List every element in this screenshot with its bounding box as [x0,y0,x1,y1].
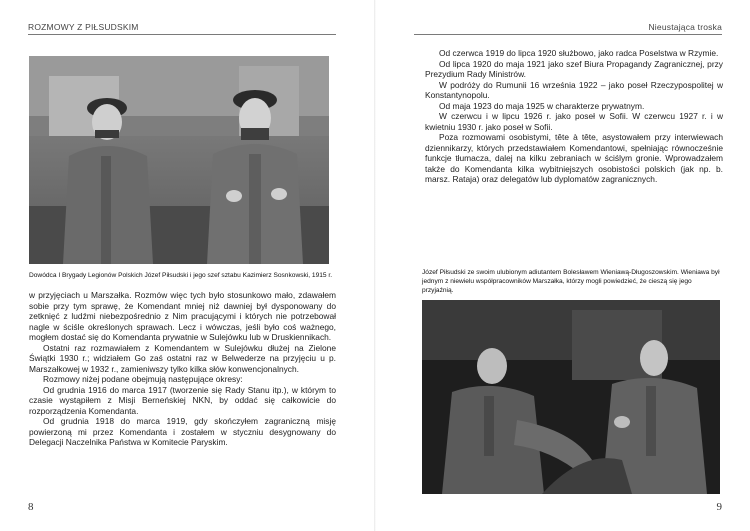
paragraph: Od grudnia 1918 do marca 1919, gdy skończyłem zagraniczną misję powierzoną mi przez Komendanta i zostałem w styczniu desygnowany do Delegacji Naczelnika Państwa w Komitecie Paryskim. [29,416,336,447]
header-rule-right [414,34,722,35]
page-number-left: 8 [28,501,34,513]
paragraph: Od lipca 1920 do maja 1921 jako szef Biura Propagandy Zagranicznej, przy Prezydium Rady Ministrów. [425,58,723,79]
paragraph: Rozmowy niżej podane obejmują następujące okresy: [43,374,243,384]
running-head-right: Nieustająca troska [648,22,722,32]
paragraph: Ostatni raz rozmawiałem z Komendantem w Sulejówku dłużej na Zielone Świątki 1930 r.; widziałem Go zaś ostatni raz w Belwederze na przyjęciu u p. Marszałkowej w 1932 r., zamieniwszy tylko kilka słów konwencjonalnych. [29,342,336,374]
paragraph: Poza rozmowami osobistymi, tête à tête, asystowałem przy interwiewach dziennikarzy, których przedstawiałem Komendantowi, spełniając równocześnie funkcje tłumacza, dalej na kilku zebraniach w ściślym gronie. Wprowadzałem także do Komendanta kilka wybitniejszych osobistości polskich (jak np. b. marsz. Rataja) oraz delegatów lub dyplomatów zagranicznych. [425,132,723,184]
paragraph: Od maja 1923 do maja 1925 w charakterze prywatnym. [439,100,645,111]
paragraph: W podróży do Rumunii 16 września 1922 – jako poseł Rzeczypospolitej w Konstantynopolu. [425,79,723,100]
paragraph: W czerwcu i w lipcu 1926 r. jako poseł w Sofii. W czerwcu 1927 r. i w kwietniu 1930 r. jako poseł w Sofii. [425,111,723,132]
photo-caption-right: Józef Piłsudski ze swoim ulubionym adiutantem Bolesławem Wieniawą-Długoszowskim. Wieniawa był jednym z niewielu współpracowników Marszałka, którzy mogli powiedzieć, że cieszą się jego przyjaźnią. [422,269,720,294]
photo-caption-left: Dowódca I Brygady Legionów Polskich Józef Piłsudski i jego szef sztabu Kazimierz Sosnkowski, 1915 r. [29,272,333,279]
photo-pilsudski-wieniawa [422,300,720,494]
running-head-left: ROZMOWY Z PIŁSUDSKIM [28,22,139,32]
photo-pilsudski-sosnkowski [29,56,329,264]
paragraph: Od grudnia 1916 do marca 1917 (tworzenie się Rady Stanu itp.), w którym to czasie wystąpiłem z Misji Berneńskiej NKN, by oddać się całkowicie do rozporządzenia Komendanta. [29,384,336,416]
body-text-left [29,290,336,448]
header-rule-left [28,34,336,35]
right-page [375,0,750,531]
paragraph: w przyjęciach u Marszałka. Rozmów więc tych było stosunkowo mało, zdawałem sobie przy tym sprawę, że Komendant mniej niż dawniej był dysponowany do zetknięć z ludźmi niebezpośrednio z Nim pracującymi i których nie potrzebował nagle w ściśle określonych sprawach. Lecz i wówczas, jeśli było coś ważnego, mogłem dostać się do Komendanta prywatnie w Sulejówku lub w Druskiennikach. [29,290,336,342]
paragraph: Od czerwca 1919 do lipca 1920 służbowo, jako radca Poselstwa w Rzymie. [439,48,719,58]
body-text-right [425,48,723,185]
page-number-right: 9 [716,501,722,513]
